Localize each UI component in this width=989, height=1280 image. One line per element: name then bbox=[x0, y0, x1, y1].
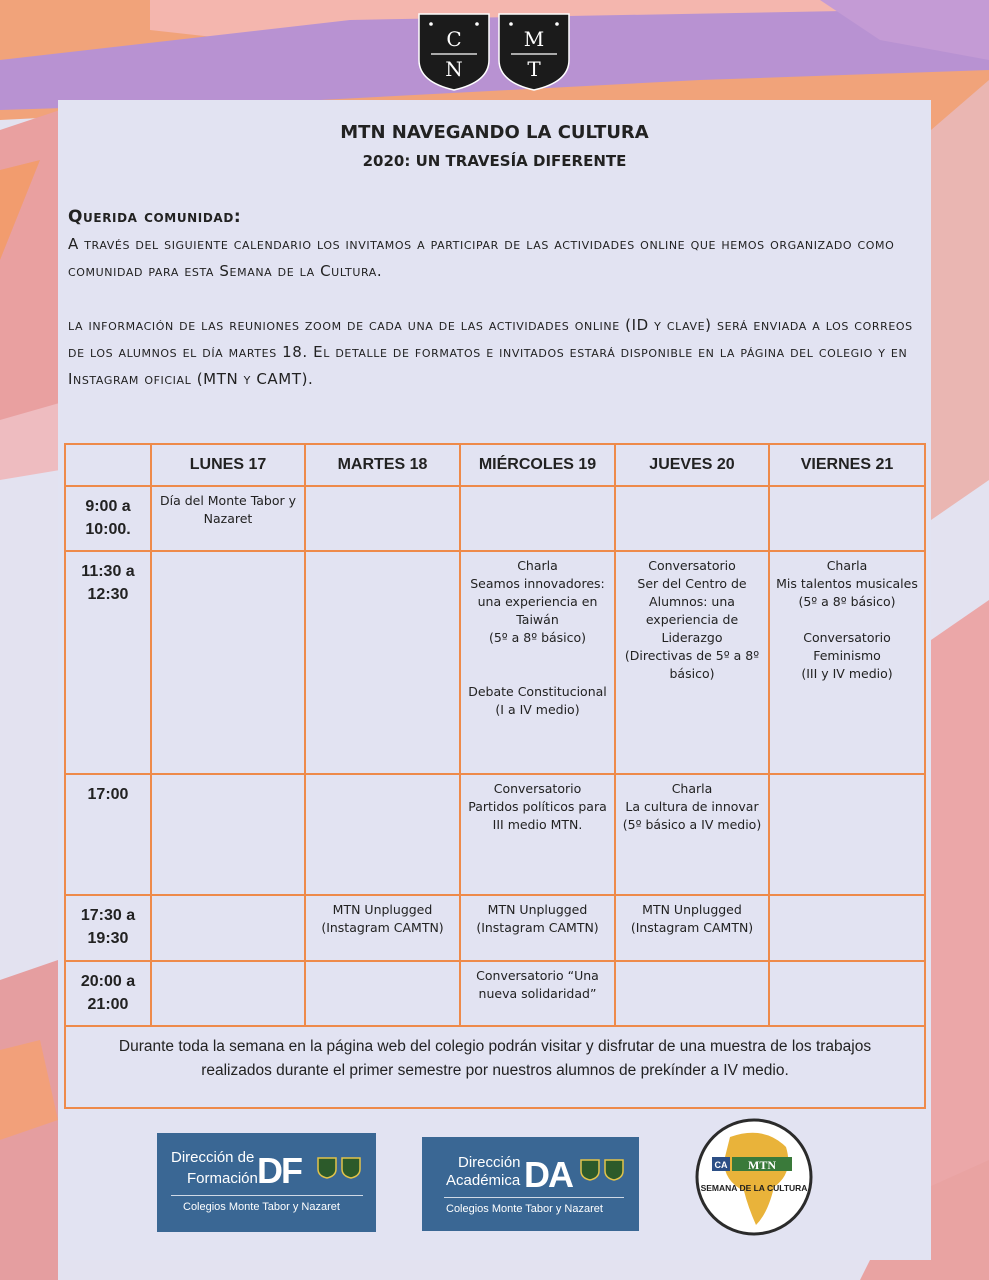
event-text: (Directivas de 5º a 8º bbox=[624, 648, 760, 663]
page-subtitle: 2020: UN TRAVESÍA DIFERENTE bbox=[362, 152, 627, 170]
event-text: (5º básico a IV medio) bbox=[622, 817, 762, 832]
footer-row bbox=[65, 1026, 925, 1108]
table-row bbox=[65, 895, 925, 961]
event-text: MTN Unplugged bbox=[642, 902, 742, 917]
event-text bbox=[464, 665, 611, 683]
logo-semana-cultura bbox=[694, 1117, 814, 1237]
table-row bbox=[65, 961, 925, 1026]
event-text bbox=[619, 492, 765, 510]
event-cell bbox=[151, 486, 305, 551]
event-cell bbox=[305, 961, 460, 1026]
intro-paragraph-2: la información de las reuniones zoom de cada una de las actividades online (ID y clave) será enviada a los correos de los alumnos el día martes 18. El detalle de formatos e invitados estará disponible en la página del colegio y en Instagram oficial (MTN y CAMT). bbox=[68, 316, 913, 388]
intro-text bbox=[68, 204, 928, 393]
event-text: (Instagram CAMTN) bbox=[321, 920, 444, 935]
event-cell bbox=[769, 961, 925, 1026]
event-text: Mis talentos musicales bbox=[776, 576, 918, 591]
event-text bbox=[619, 967, 765, 985]
crest-mt bbox=[497, 12, 571, 92]
time-slot: 17:00 bbox=[65, 774, 151, 895]
logo-df-line1: Dirección de bbox=[171, 1149, 255, 1166]
event-cell bbox=[615, 895, 769, 961]
logo-da-mark: DA bbox=[524, 1154, 572, 1195]
day-header: LUNES 17 bbox=[151, 444, 305, 486]
event-text: III medio MTN. bbox=[492, 817, 583, 832]
event-text: Taiwán bbox=[516, 612, 559, 627]
event-text bbox=[773, 611, 921, 629]
event-text: (Instagram CAMTN) bbox=[630, 920, 754, 935]
event-text: (5º a 8º básico) bbox=[798, 594, 896, 609]
mini-crest-icon bbox=[317, 1157, 337, 1179]
day-header: MIÉRCOLES 19 bbox=[460, 444, 615, 486]
event-text: Día del Monte Tabor y bbox=[159, 493, 297, 508]
mini-crest-icon bbox=[341, 1157, 361, 1179]
table-row bbox=[65, 774, 925, 895]
table-row bbox=[65, 486, 925, 551]
event-cell bbox=[769, 486, 925, 551]
event-text bbox=[464, 492, 611, 510]
event-text: Feminismo bbox=[813, 648, 881, 663]
logo-df-line2: Formación bbox=[187, 1170, 258, 1187]
event-text bbox=[155, 967, 301, 985]
event-cell bbox=[460, 961, 615, 1026]
event-text: Conversatorio “Una bbox=[476, 968, 599, 983]
logo-df-sub: Colegios Monte Tabor y Nazaret bbox=[183, 1201, 340, 1213]
calendar-header-row bbox=[65, 444, 925, 486]
event-cell bbox=[460, 774, 615, 895]
event-text bbox=[309, 967, 456, 985]
event-text: Conversatorio bbox=[803, 630, 891, 645]
event-text: experiencia de bbox=[645, 612, 739, 627]
event-text bbox=[309, 557, 456, 575]
day-header: MARTES 18 bbox=[305, 444, 460, 486]
event-text: Charla bbox=[517, 558, 558, 573]
event-text: nueva solidaridad” bbox=[478, 986, 597, 1001]
time-slot: 17:30 a 19:30 bbox=[65, 895, 151, 961]
crest-cn bbox=[417, 12, 491, 92]
logo-direccion-formacion bbox=[157, 1133, 376, 1232]
event-cell bbox=[460, 895, 615, 961]
event-text bbox=[155, 901, 301, 919]
event-text: Charla bbox=[671, 781, 713, 796]
day-header: JUEVES 20 bbox=[615, 444, 769, 486]
event-cell bbox=[151, 774, 305, 895]
page-title: MTN NAVEGANDO LA CULTURA bbox=[340, 122, 649, 143]
mini-crest-icon bbox=[604, 1159, 624, 1181]
mini-crest-icon bbox=[580, 1159, 600, 1181]
event-cell bbox=[460, 486, 615, 551]
table-row bbox=[65, 551, 925, 774]
event-cell bbox=[769, 895, 925, 961]
event-text: MTN Unplugged bbox=[332, 902, 433, 917]
crest-cn-bottom: N bbox=[445, 57, 463, 81]
semana-label: SEMANA DE LA CULTURA bbox=[700, 1183, 808, 1193]
event-text: La cultura de innovar bbox=[625, 799, 759, 814]
event-cell bbox=[151, 551, 305, 774]
event-text bbox=[773, 780, 921, 798]
event-cell bbox=[305, 774, 460, 895]
event-text: Alumnos: una bbox=[649, 594, 735, 609]
logo-direccion-academica bbox=[422, 1137, 639, 1231]
event-text: una experiencia en bbox=[477, 594, 598, 609]
event-text bbox=[773, 967, 921, 985]
event-text: Debate Constitucional bbox=[468, 684, 607, 699]
event-cell bbox=[615, 961, 769, 1026]
event-text: Charla bbox=[826, 558, 868, 573]
event-text: básico) bbox=[669, 666, 715, 681]
footer-note: Durante toda la semana en la página web del colegio podrán visitar y disfrutar de una muestra de los trabajos realizados durante el primer semestre por nuestros alumnos de prekínder a IV medio. bbox=[65, 1026, 925, 1108]
event-text: Ser del Centro de bbox=[637, 576, 747, 591]
logo-df-mark: DF bbox=[257, 1150, 301, 1191]
event-text bbox=[309, 492, 456, 510]
event-cell bbox=[151, 895, 305, 961]
event-text bbox=[309, 780, 456, 798]
event-cell bbox=[769, 774, 925, 895]
event-text bbox=[155, 557, 301, 575]
event-text: MTN Unplugged bbox=[487, 902, 588, 917]
event-cell bbox=[151, 961, 305, 1026]
intro-paragraph-1: A través del siguiente calendario los invitamos a participar de las actividades online que hemos organizado como comunidad para esta Semana de la Cultura. bbox=[68, 235, 895, 280]
event-cell bbox=[615, 486, 769, 551]
event-cell bbox=[305, 895, 460, 961]
calendar-table bbox=[64, 443, 926, 1109]
logo-da-line2: Académica bbox=[446, 1172, 521, 1189]
day-header: VIERNES 21 bbox=[769, 444, 925, 486]
event-text: (I a IV medio) bbox=[495, 702, 580, 717]
event-text bbox=[773, 492, 921, 510]
crest-mt-top: M bbox=[523, 27, 545, 51]
event-cell bbox=[305, 486, 460, 551]
logo-da-sub: Colegios Monte Tabor y Nazaret bbox=[446, 1203, 603, 1215]
event-text: (Instagram CAMTN) bbox=[476, 920, 599, 935]
event-text bbox=[464, 647, 611, 665]
event-text bbox=[155, 780, 301, 798]
badge-right: MTN bbox=[748, 1158, 776, 1172]
time-slot: 20:00 a 21:00 bbox=[65, 961, 151, 1026]
time-header bbox=[65, 444, 151, 486]
event-text: (5º a 8º básico) bbox=[488, 630, 587, 645]
event-text: Conversatorio bbox=[493, 781, 582, 796]
event-cell bbox=[305, 551, 460, 774]
crest-mt-bottom: T bbox=[527, 57, 541, 81]
event-cell bbox=[460, 551, 615, 774]
greeting: Querida comunidad: bbox=[68, 207, 242, 227]
event-cell bbox=[615, 551, 769, 774]
event-text: Nazaret bbox=[203, 511, 253, 526]
event-cell bbox=[615, 774, 769, 895]
event-text: Conversatorio bbox=[648, 558, 736, 573]
badge-left: CA bbox=[714, 1160, 728, 1170]
time-slot: 9:00 a 10:00. bbox=[65, 486, 151, 551]
event-text bbox=[773, 901, 921, 919]
crest-cn-top: C bbox=[446, 27, 462, 51]
event-text: (III y IV medio) bbox=[801, 666, 893, 681]
event-text: Partidos políticos para bbox=[468, 799, 607, 814]
event-text: Liderazgo bbox=[661, 630, 723, 645]
event-cell bbox=[769, 551, 925, 774]
event-text: Seamos innovadores: bbox=[470, 576, 605, 591]
logo-da-line1: Dirección bbox=[458, 1154, 521, 1171]
time-slot: 11:30 a 12:30 bbox=[65, 551, 151, 774]
